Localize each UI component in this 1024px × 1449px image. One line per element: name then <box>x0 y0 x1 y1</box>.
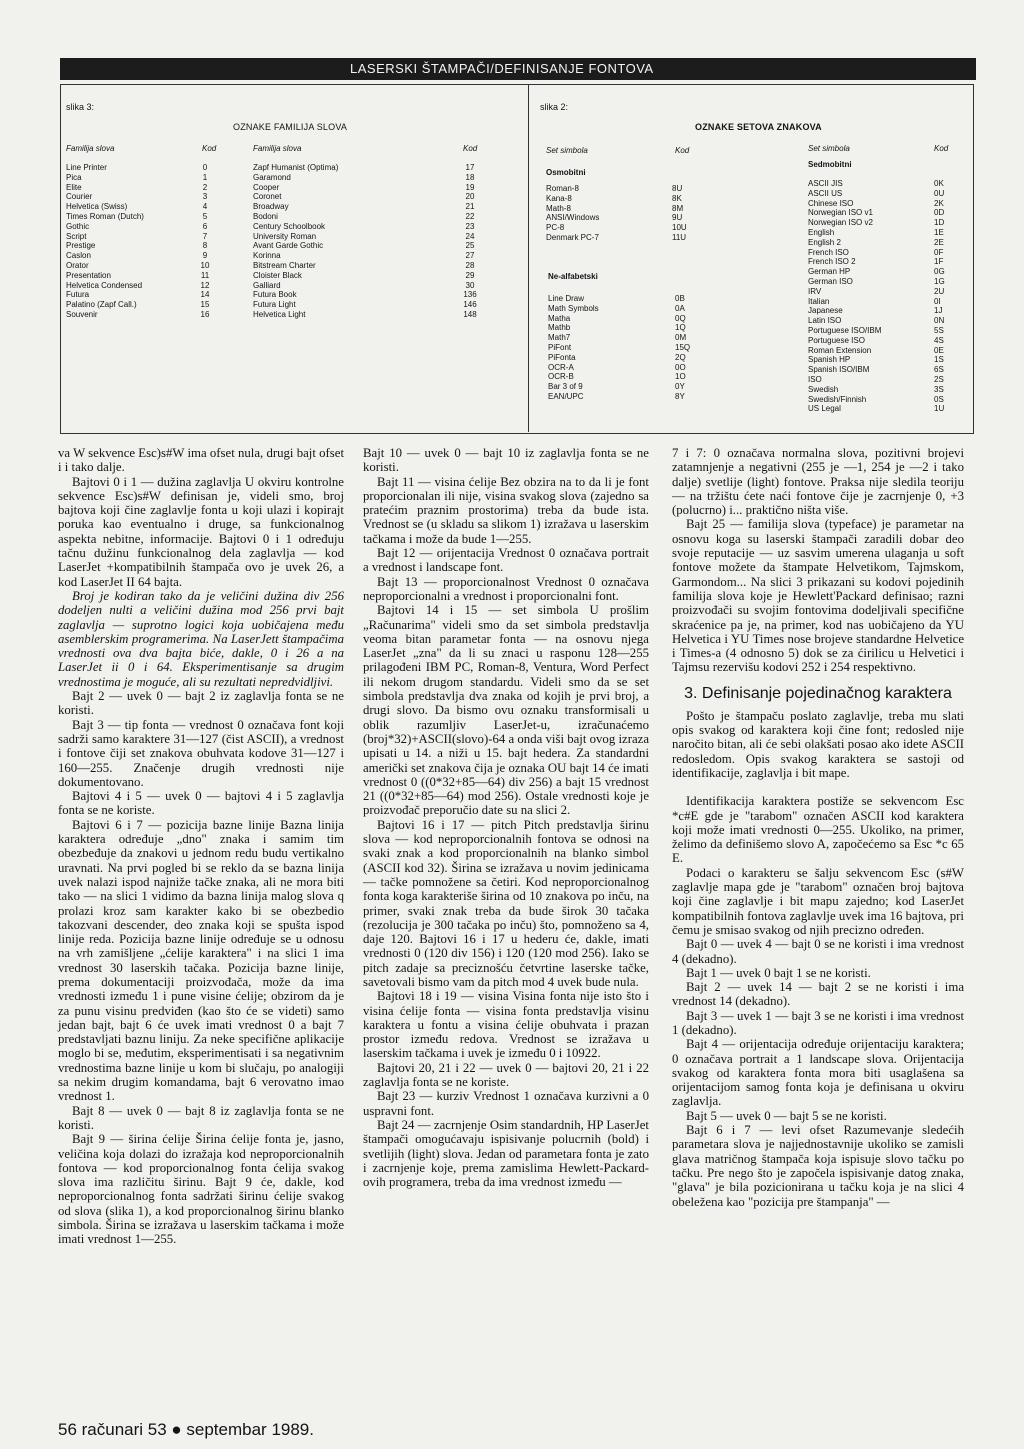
table-cell: 22 <box>465 211 475 221</box>
fig3-col-code-right: Kod <box>463 144 478 153</box>
table-cell: English <box>808 227 835 237</box>
table-cell: 8K <box>672 193 682 203</box>
table-cell: Script <box>66 231 87 241</box>
table-cell: Futura <box>66 290 90 300</box>
table-cell: Coronet <box>253 192 282 202</box>
paragraph: Bajtovi 6 i 7 — pozicija bazne linije Bazna linija karaktera određuje „dno" znaka i samim tim obezbeđuje da znakovi u jednom redu budu vertikalno uravnati. Na prvi pogled bi se reklo da se bazna linija uvek nalazi ispod najniže tačke znaka, ali ne mora biti tako — na slici 1 vidimo da bazna linija malog slova q prolazi kroz sam karakter kako bi se obezbedio takozvani descender, deo znaka koji se spušta ispod linije reda. Pozicija bazne linije određuje se u odnosu na vrh zamišljene „ćelije karaktera" i na slici 1 ima vrednost 30 laserskih tačaka. Pozicija bazne linije, prema dokumentaciji proizvođača, može da ima vrednosti između 1 i pune visine ćelije; obzirom da je za punu visinu predviđen (kao što će se videti) samo jedan bajt, bajt 6 će uvek imati vrednost 0 a bajt 7 predstavljati baznu liniju. Za neke specifične aplikacije moglo bi se, međutim, eksperimentisati i sa negativnim vrednostima bazne linije u kom bi slučaju, po analogiji sa nekim drugim komandama, bajt 6 verovatno imao vrednost 1. <box>58 817 344 1104</box>
table-cell: Souvenir <box>66 309 98 319</box>
fig2-osmobitni-codes <box>672 184 687 243</box>
table-cell: 0K <box>934 179 944 188</box>
table-cell: Bar 3 of 9 <box>548 382 583 392</box>
table-cell: PC-8 <box>546 223 565 233</box>
table-cell: Spanish ISO/IBM <box>808 365 870 375</box>
paragraph: 7 i 7: 0 označava normalna slova, pozitivni brojevi zatamnjenje a negativni (255 je —1, 254 je —2 i tako dalje) svetlije (light) fontove. Praksa nije sledila teoriju — na tržištu ćete naći fontove čije je zacrnjenje 0, +3 (polucrno) i... praktično ništa više. <box>672 446 964 518</box>
table-cell: 8U <box>672 184 683 193</box>
table-cell: Denmark PC-7 <box>546 232 599 242</box>
table-cell: Japanese <box>808 306 843 316</box>
article-column-3 <box>672 446 964 1209</box>
table-cell: Garamond <box>253 172 291 182</box>
table-cell: 1U <box>934 404 945 414</box>
table-cell: Pica <box>66 172 82 182</box>
table-cell: Palatino (Zapf Call.) <box>66 300 137 310</box>
table-cell: 0A <box>675 303 685 313</box>
paragraph: Bajtovi 20, 21 i 22 — uvek 0 — bajtovi 20, 21 i 22 zaglavlja fonta se ne koriste. <box>363 1060 649 1090</box>
paragraph: Bajt 23 — kurziv Vrednost 1 označava kurzivni a 0 uspravni font. <box>363 1089 649 1118</box>
fig2-col-code-left: Kod <box>675 146 690 155</box>
table-cell: University Roman <box>253 231 317 241</box>
table-cell: OCR-B <box>548 372 574 382</box>
table-cell: Bodoni <box>253 211 278 221</box>
table-cell: Korinna <box>253 251 281 261</box>
table-cell: PiFont <box>548 342 572 352</box>
table-cell: 15Q <box>675 342 691 352</box>
figure-divider <box>528 84 529 432</box>
table-cell: Line Printer <box>66 163 107 172</box>
table-cell: 2Q <box>675 352 686 362</box>
paragraph: Bajt 5 — uvek 0 — bajt 5 se ne koristi. <box>686 1108 887 1123</box>
table-cell: Chinese ISO <box>808 198 854 208</box>
table-cell: 0Y <box>675 382 685 392</box>
paragraph: Bajt 6 i 7 — levi ofset Razumevanje sledećih parametara slova je najjednostavnije ukoliko se zamisli glava matričnog štampača koja ispisuje slovo tačku po tačku. Pre nego što je započela ispisivanje datog znaka, "glava" je bila pozicionirana u tačku koja je na slici 4 obeležena kao "pozicija pre štampanja" — <box>672 1123 964 1209</box>
table-cell: PiFonta <box>548 352 576 362</box>
table-cell: 10U <box>672 223 687 233</box>
table-cell: 1Q <box>675 323 686 333</box>
table-cell: Roman-8 <box>546 184 579 193</box>
table-cell: 12 <box>200 280 210 290</box>
table-cell: Cooper <box>253 182 280 192</box>
table-cell: 3 <box>202 192 208 202</box>
table-cell: 19 <box>465 182 475 192</box>
table-cell: 2U <box>934 286 945 296</box>
table-cell: 0F <box>934 247 944 257</box>
table-cell: 4S <box>934 335 944 345</box>
table-cell: 11 <box>200 270 210 280</box>
fig2-col-set-left: Set simbola <box>546 146 588 155</box>
table-cell: 0Q <box>675 313 686 323</box>
table-cell: 8 <box>202 241 208 251</box>
table-cell: Gothic <box>66 221 90 231</box>
table-cell: 21 <box>465 202 475 212</box>
paragraph: Bajtovi 14 i 15 — set simbola U prošlim „Računarima" videli smo da set simbola predstavlja veoma bitan parametar fonta — na osnovu njega LaserJet „zna" da li su znaci u rasponu 128—255 prilagođeni IBM PC, Roman-8, Ventura, Word Perfect ili nekom drugom standardu. Videli smo da se set simbola predstavlja dva znaka od kojih je prvi broj, a drugi slovo. Da bismo ovu oznaku transformisali u oblik razumljiv LaserJet-u, izračunaćemo (broj*32)+ASCII(slovo)-64 a onda viši bajt ovog izraza upisati u 14. a niži u 15. bajt hedera. Za standardni američki set znakova čija je oznaka OU bajt 14 će imati vrednost 0 ((0*32+85—64) div 256) a bajt 15 vrednost 21 ((0*32+85—64) mod 256). Ostale vrednosti koje je proizvođač preporučio date su na slici 2. <box>363 603 649 818</box>
table-cell: Kana-8 <box>546 193 572 203</box>
table-cell: 5 <box>202 211 208 221</box>
table-cell: Portuguese ISO <box>808 335 865 345</box>
table-cell: Prestige <box>66 241 96 251</box>
paragraph: Bajtovi 4 i 5 — uvek 0 — bajtovi 4 i 5 zaglavlja fonta se ne koriste. <box>58 789 344 818</box>
table-cell: 4 <box>202 202 208 212</box>
table-cell: Italian <box>808 296 830 306</box>
fig2-nealfa-codes <box>675 294 690 402</box>
fig2-nealfa-names <box>548 294 599 402</box>
table-cell: 17 <box>465 163 475 172</box>
table-cell: Helvetica Light <box>253 309 306 319</box>
paragraph: Bajt 25 — familija slova (typeface) je parametar na osnovu koga su laserski štampači zaradili dobar deo svoje reputacije — uz sasvim umerena ulaganja u soft fontove možete da štampate Helvetikom, Tajmskom, Garmondom... Na slici 3 prikazani su kodovi pojedinih familija slova koje je Hewlett'Packard definisao; razni proizvođači su svojim fontovima dodeljivali specifične skraćenice pa je, na primer, kod nas uobičajeno da YU Helvetica i YU Times nose brojeve standardne Helvetice i Times-a (4 odnosno 5) dok se za ćirilicu u Helvetici i Tajmsu rezervišu kodovi 252 i 254 respektivno. <box>672 517 964 675</box>
paragraph: Bajt 10 — uvek 0 — bajt 10 iz zaglavlja fonta se ne koristi. <box>363 446 649 475</box>
table-cell: Latin ISO <box>808 316 842 326</box>
table-cell: 10 <box>200 260 210 270</box>
article-column-1 <box>58 446 344 1247</box>
paragraph: Bajt 12 — orijentacija Vrednost 0 označava portrait a vrednost i landscape font. <box>363 546 649 575</box>
table-cell: Matha <box>548 313 571 323</box>
section-heading: 3. Definisanje pojedinačnog karaktera <box>684 684 952 702</box>
fig2-title: OZNAKE SETOVA ZNAKOVA <box>695 122 822 132</box>
table-cell: 0N <box>934 316 945 326</box>
table-cell: 11U <box>672 232 687 242</box>
fig3-right-codes <box>460 163 480 320</box>
table-cell: Norwegian ISO v1 <box>808 208 873 218</box>
table-cell: 1F <box>934 257 944 267</box>
paragraph: Bajt 2 — uvek 0 — bajt 2 iz zaglavlja fonta se ne koristi. <box>58 689 344 718</box>
table-cell: ISO <box>808 374 822 384</box>
table-cell: US Legal <box>808 404 841 414</box>
table-cell: Math Symbols <box>548 303 599 313</box>
fig2-osmobitni-names <box>546 184 599 243</box>
table-cell: 1 <box>202 172 208 182</box>
table-cell: Math7 <box>548 333 571 343</box>
paragraph: Bajt 9 — širina ćelije Širina ćelije fonta je, jasno, veličina koja dolazi do izražaja kod neproporcionalnih fontova — kod proporcionalnog fonta ćelija svakog slova ima različitu širinu. Bajt 9 će, dakle, kod neproporcionalnog fonta sadržati širinu ćelije svakog od slova (slika 1), a kod proporcionalnog širinu blanko simbola. Širina se izražava u laserskim tačkama i može imati vrednost 1—255. <box>58 1132 344 1247</box>
table-cell: 0U <box>934 188 945 198</box>
fig3-col-family-left: Familija slova <box>66 144 115 153</box>
table-cell: Avant Garde Gothic <box>253 241 324 251</box>
table-cell: 0I <box>934 296 941 306</box>
table-cell: Elite <box>66 182 82 192</box>
table-cell: Bitstream Charter <box>253 260 316 270</box>
table-cell: 5S <box>934 325 944 335</box>
table-cell: 148 <box>463 309 477 319</box>
table-cell: 2E <box>934 237 944 247</box>
table-cell: 3S <box>934 384 944 394</box>
table-cell: OCR-A <box>548 362 574 372</box>
paragraph: Bajtovi 0 i 1 — dužina zaglavlja U okviru kontrolne sekvence Esc)s#W definisan je, videli smo, broj bajtova koji čine zaglavlje fonta u koji ulazi i kopirajt poruka kao eventualno i druge, sa funkcionalnog aspekta nebitne, informacije. Bajtovi 0 i 1 određuju tačnu dužinu funkcionalnog dela zaglavlja — kod LaserJet +kompatibilnih štampača ovo je uvek 26, a kod LaserJet II 64 bajta. <box>58 474 344 589</box>
table-cell: 136 <box>463 290 477 300</box>
table-cell: 27 <box>465 251 475 261</box>
table-cell: Presentation <box>66 270 111 280</box>
table-cell: Century Schoolbook <box>253 221 326 231</box>
table-cell: 16 <box>200 309 210 319</box>
paragraph: Bajt 2 — uvek 14 — bajt 2 se ne koristi i ima vrednost 14 (dekadno). <box>672 980 964 1009</box>
table-cell: 18 <box>465 172 475 182</box>
fig3-col-code-left: Kod <box>202 144 217 153</box>
table-cell: Times Roman (Dutch) <box>66 211 144 221</box>
table-cell: 8M <box>672 203 684 213</box>
table-cell: Futura Book <box>253 290 297 300</box>
fig2-col-code-right: Kod <box>934 144 949 153</box>
paragraph: Bajt 3 — uvek 1 — bajt 3 se ne koristi i ima vrednost 1 (dekadno). <box>672 1008 964 1037</box>
header-title: LASERSKI ŠTAMPAČI/DEFINISANJE FONTOVA <box>350 61 654 76</box>
table-cell: 23 <box>465 221 475 231</box>
table-cell: 0E <box>934 345 944 355</box>
paragraph: Bajtovi 16 i 17 — pitch Pitch predstavlja širinu slova — kod neproporcionalnih fontova se odnosi na svaki znak a kod proporcionalnih na blanko simbol (ASCII kod 32). Širina se izražava u novim jedinicama — tačke pomnožene sa četiri. Kod neproporcionalnog fonta koga karakteriše širina od 10 znakova po inču, na primer, svaki znak treba da bude širok 30 tačaka (rezolucija je 300 tačaka po inču) što, pomnoženo sa 4, daje 120. Bajtovi 16 i 17 u hederu će, dakle, imati vrednosti 0 (120 div 156) i 120 (120 mod 256). Iako se pitch zadaje sa preciznošću četvrtine laserske tačke, savetovali bismo vam da pitch mod 4 uvek bude nula. <box>363 817 649 989</box>
table-cell: 29 <box>465 270 475 280</box>
table-cell: Swedish/Finnish <box>808 394 867 404</box>
fig3-caption: slika 3: <box>66 102 95 112</box>
table-cell: ASCII JIS <box>808 179 843 188</box>
fig2-caption: slika 2: <box>540 102 569 112</box>
paragraph: Pošto je štampaču poslato zaglavlje, treba mu slati opis svakog od karaktera koji čine font; redosled nije naročito bitan, ali će sebi olakšati posao ako idete ASCII redosledom. Opis svakog karaktera se sastoji od identifikacije, zaglavlja i bit mape. <box>672 708 964 780</box>
table-cell: 1G <box>934 276 945 286</box>
fig3-title: OZNAKE FAMILIJA SLOVA <box>233 122 348 132</box>
table-cell: 2S <box>934 374 944 384</box>
paragraph: Podaci o karakteru se šalju sekvencom Esc (s#W zaglavlje mapa gde je "tarabom" označen broj bajtova koji čine zaglavlje i bit mapu zajedno; kod LaserJet kompatibilnih fontova zaglavlje uvek ima 16 bajtova, pri čemu je smisao svakog od njih precizno određen. <box>672 865 964 937</box>
table-cell: 1O <box>675 372 686 382</box>
fig3-left-codes <box>198 163 212 320</box>
fig3-right-names <box>253 163 338 320</box>
table-cell: 0D <box>934 208 945 218</box>
table-cell: 6S <box>934 365 944 375</box>
paragraph: Bajt 4 — orijentacija određuje orijentaciju karaktera; 0 označava portrait a 1 landscape slova. Orijentacija svakog od karaktera fonta mora biti usaglašena sa orijentacijom samog fonta koja je definisana u okviru zaglavlja. <box>672 1037 964 1109</box>
table-cell: Swedish <box>808 384 839 394</box>
table-cell: 9 <box>202 251 208 261</box>
table-cell: 28 <box>465 260 475 270</box>
table-cell: EAN/UPC <box>548 391 584 401</box>
table-cell: 0B <box>675 294 685 303</box>
table-cell: 0G <box>934 267 945 277</box>
table-cell: Math-8 <box>546 203 571 213</box>
table-cell: Caslon <box>66 251 91 261</box>
paragraph: Bajt 0 — uvek 4 — bajt 0 se ne koristi i ima vrednost 4 (dekadno). <box>672 937 964 966</box>
table-cell: Cloister Black <box>253 270 302 280</box>
table-cell: Zapf Humanist (Optima) <box>253 163 339 172</box>
table-cell: 14 <box>200 290 210 300</box>
table-cell: 15 <box>200 300 210 310</box>
fig2-sedmobitni-codes <box>934 179 945 414</box>
table-cell: Portuguese ISO/IBM <box>808 325 882 335</box>
table-cell: Norwegian ISO v2 <box>808 218 873 228</box>
fig3-col-family-right: Familija slova <box>253 144 302 153</box>
table-cell: 7 <box>202 231 208 241</box>
table-cell: 24 <box>465 231 475 241</box>
paragraph: Bajt 8 — uvek 0 — bajt 8 iz zaglavlja fonta se ne koristi. <box>58 1103 344 1132</box>
table-cell: Line Draw <box>548 294 585 303</box>
table-cell: German ISO <box>808 276 853 286</box>
table-cell: ANSI/Windows <box>546 213 600 223</box>
paragraph: va W sekvence Esc)s#W ima ofset nula, drugi bajt ofset i i tako dalje. <box>58 446 344 475</box>
paragraph: Bajt 24 — zacrnjenje Osim standardnih, HP LaserJet štampači omogućavaju ispisivanje polucrnih (bold) i svetlijih (light) slova. Jedan od parametara fonta je zato i zacrnjenje koje, prema zamislima Hewlett-Packard-ovih programera, treba da ima vrednost između — <box>363 1117 649 1190</box>
table-cell: 1D <box>934 218 945 228</box>
paragraph: Bajt 13 — proporcionalnost Vrednost 0 označava neproporcionalni a vrednost i proporcionalni font. <box>363 574 649 603</box>
fig2-section-osmobitni: Osmobitni <box>546 168 586 177</box>
table-cell: 1S <box>934 355 944 365</box>
paragraph: Broj je kodiran tako da je veličini dužina div 256 dodeljen nulti a veličini dužina mod 256 prvi bajt zaglavlja — suprotno logici koja uobičajena među asemblerskim programerima. Na LaserJett štampačima vrednosti ova dva bajta biće, dakle, 0 i 26 a na LaserJet ii 0 i 64. Eksperimentisanje sa drugim vrednostima je moguće, ali su rezultati nepredvidljivi. <box>58 588 344 689</box>
table-cell: 8Y <box>675 391 685 401</box>
table-cell: 0S <box>934 394 944 404</box>
fig3-left-names <box>66 163 144 320</box>
paragraph: Bajt 1 — uvek 0 bajt 1 se ne koristi. <box>686 965 871 980</box>
fig2-section-nealfa: Ne-alfabetski <box>548 272 598 281</box>
article-column-2 <box>363 446 649 1189</box>
header-bar <box>60 58 976 80</box>
table-cell: 1J <box>934 306 943 316</box>
table-cell: Broadway <box>253 202 289 212</box>
table-cell: IRV <box>808 286 822 296</box>
table-cell: 146 <box>463 300 477 310</box>
page-footer: 56 računari 53 ● septembar 1989. <box>58 1420 314 1439</box>
table-cell: Helvetica Condensed <box>66 280 143 290</box>
table-cell: Roman Extension <box>808 345 872 355</box>
table-cell: Orator <box>66 260 89 270</box>
paragraph: Bajt 3 — tip fonta — vrednost 0 označava font koji sadrži samo karaktere 31—127 (čist ASCII), a vrednost i fontove čiji set znakova obuhvata kodove 31—127 i 160—255. Značenje drugih vrednosti nije dokumentovano. <box>58 717 344 789</box>
table-cell: 2 <box>202 182 208 192</box>
table-cell: Futura Light <box>253 300 296 310</box>
fig2-col-set-right: Set simbola <box>808 144 850 153</box>
paragraph: Bajtovi 18 i 19 — visina Visina fonta nije isto što i visina ćelije fonta — visina fonta predstavlja visinu karaktera u fontu a visina ćelije obuhvata i prazan prostor između redova. Vrednost se izražava u laserskim tačkama i uvek je između 0 i 10922. <box>363 989 649 1061</box>
table-cell: 0O <box>675 362 686 372</box>
table-cell: 0M <box>675 333 687 343</box>
table-cell: 1E <box>934 227 944 237</box>
table-cell: 30 <box>465 280 475 290</box>
table-cell: French ISO <box>808 247 849 257</box>
table-cell: 20 <box>465 192 475 202</box>
table-cell: Galliard <box>253 280 281 290</box>
paragraph: Bajt 11 — visina ćelije Bez obzira na to da li je font proporcionalan ili nije, visina svakog slova (zajedno sa pratećim praznim prostorima) treba da bude ista. Vrednost se (u skladu sa slikom 1) izražava u laserskim tačkama i može da bude 1—255. <box>363 474 649 546</box>
table-cell: German HP <box>808 267 851 277</box>
table-cell: English 2 <box>808 237 841 247</box>
table-cell: Courier <box>66 192 93 202</box>
table-cell: 9U <box>672 213 683 223</box>
fig2-section-sedmobitni: Sedmobitni <box>808 160 852 169</box>
table-cell: French ISO 2 <box>808 257 856 267</box>
table-cell: ASCII US <box>808 188 843 198</box>
table-cell: 2K <box>934 198 944 208</box>
table-cell: Helvetica (Swiss) <box>66 202 128 212</box>
table-cell: 6 <box>202 221 208 231</box>
table-cell: Spanish HP <box>808 355 851 365</box>
fig2-sedmobitni-names <box>808 179 881 414</box>
table-cell: 25 <box>465 241 475 251</box>
table-cell: 0 <box>202 163 208 172</box>
table-cell: Mathb <box>548 323 571 333</box>
paragraph: Identifikacija karaktera postiže se sekvencom Esc *c#E gde je "tarabom" označen ASCII kod karaktera koji može imati vrednosti 0—255. Ukoliko, na primer, želimo da definišemo slovo A, započećemo sa Esc *c 65 E. <box>672 794 964 866</box>
